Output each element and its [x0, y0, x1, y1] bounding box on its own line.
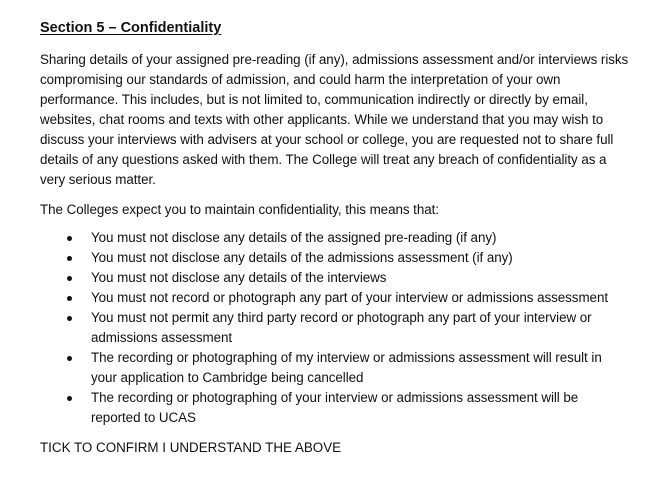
- bullet-icon: [67, 296, 72, 301]
- list-item: [40, 388, 633, 428]
- list-item: [40, 228, 633, 248]
- bullet-icon: [67, 276, 72, 281]
- section-title: Section 5 – Confidentiality: [40, 20, 222, 36]
- list-item: [40, 348, 633, 388]
- list-item-text: You must not disclose any details of the assigned pre-reading (if any): [91, 230, 497, 245]
- list-item-text: The recording or photographing of my interview or admissions assessment will result in your application to Cambridge being cancelled: [91, 350, 602, 385]
- list-item: [40, 288, 633, 308]
- bullet-icon: [67, 356, 72, 361]
- list-item-text: The recording or photographing of your interview or admissions assessment will be reported to UCAS: [91, 390, 579, 425]
- bullet-icon: [67, 256, 72, 261]
- list-item-text: You must not record or photograph any part of your interview or admissions assessment: [91, 290, 609, 305]
- list-item-text: You must not permit any third party record or photograph any part of your interview or admissions assessment: [91, 310, 592, 345]
- bullet-icon: [67, 396, 72, 401]
- list-item-text: You must not disclose any details of the admissions assessment (if any): [91, 250, 513, 265]
- list-item: [40, 308, 633, 348]
- intro-text: The Colleges expect you to maintain confidentiality, this means that:: [40, 202, 439, 217]
- confidentiality-paragraph: Sharing details of your assigned pre-reading (if any), admissions assessment and/or interviews risks compromising our standards of admission, and could harm the interpretation of your own performance. This includes, but is not limited to, communication indirectly or directly by email, websites, chat rooms and texts with other applicants. While we understand that you may wish to discuss your interviews with advisers at your school or college, you are requested not to share full details of any questions asked with them. The College will treat any breach of confidentiality as a very serious matter.: [40, 52, 629, 187]
- bullet-icon: [67, 316, 72, 321]
- bullet-icon: [67, 236, 72, 241]
- list-item: [40, 248, 633, 268]
- list-item: [40, 268, 633, 288]
- tick-to-confirm-label: TICK TO CONFIRM I UNDERSTAND THE ABOVE: [40, 440, 342, 455]
- list-item-text: You must not disclose any details of the interviews: [91, 270, 387, 285]
- confidentiality-rules-list: [40, 228, 633, 428]
